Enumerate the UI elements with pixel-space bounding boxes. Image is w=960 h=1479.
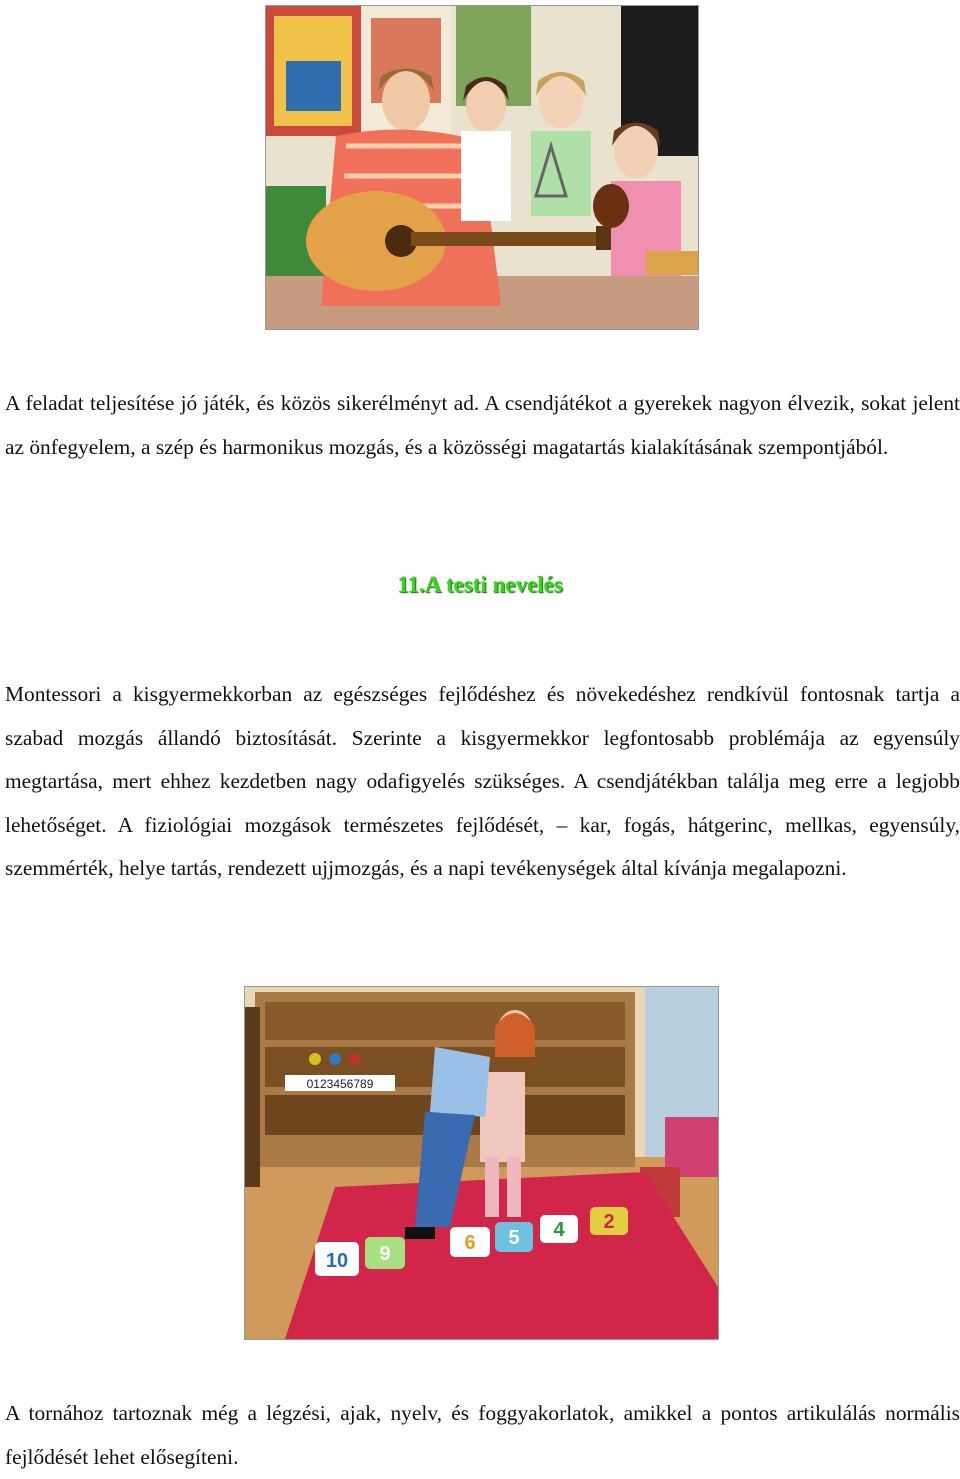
photo-music-class — [265, 5, 699, 330]
rug-number-6: 6 — [464, 1232, 476, 1254]
paragraph-2: Montessori a kisgyermekkorban az egészséges fejlődéshez és növekedéshez rendkívül fontosnak tartja a szabad mozgás állandó biztosítását. Szerinte a kisgyermekkor legfontosabb problémája az egyensúly megtartása, mert ehhez kezdetben nagy odafigyelés szükséges. A csendjátékban találja meg erre a legjobb lehetőséget. A fiziológiai mozgások természetes fejlődését, – kar, fogás, hátgerinc, mellkas, egyensúly, szemmérték, helye tartás, rendezett ujjmozgás, és a napi tevékenységek által kívánja megalapozni. — [5, 682, 960, 880]
photo-hopscotch — [244, 986, 719, 1340]
rug-number-9: 9 — [379, 1243, 391, 1265]
rug-number-2: 2 — [603, 1211, 615, 1233]
paragraph-1: A feladat teljesítése jó játék, és közös sikerélményt ad. A csendjátékot a gyerekek nagyon élvezik, sokat jelent az önfegyelem, a szép és harmonikus mozgás, és a közösségi magatartás kialakításának szempontjából. — [5, 391, 960, 459]
rug-number-5: 5 — [508, 1227, 520, 1249]
rug-number-10: 10 — [325, 1250, 349, 1272]
number-strip-label: 0123456789 — [306, 1077, 374, 1091]
section-heading: 11.A testi nevelés — [397, 572, 563, 597]
paragraph-3: A tornához tartoznak még a légzési, ajak, nyelv, és foggyakorlatok, amikkel a pontos artikulálás normális fejlődését lehet elősegíteni. — [5, 1401, 960, 1469]
rug-number-4: 4 — [553, 1219, 565, 1241]
